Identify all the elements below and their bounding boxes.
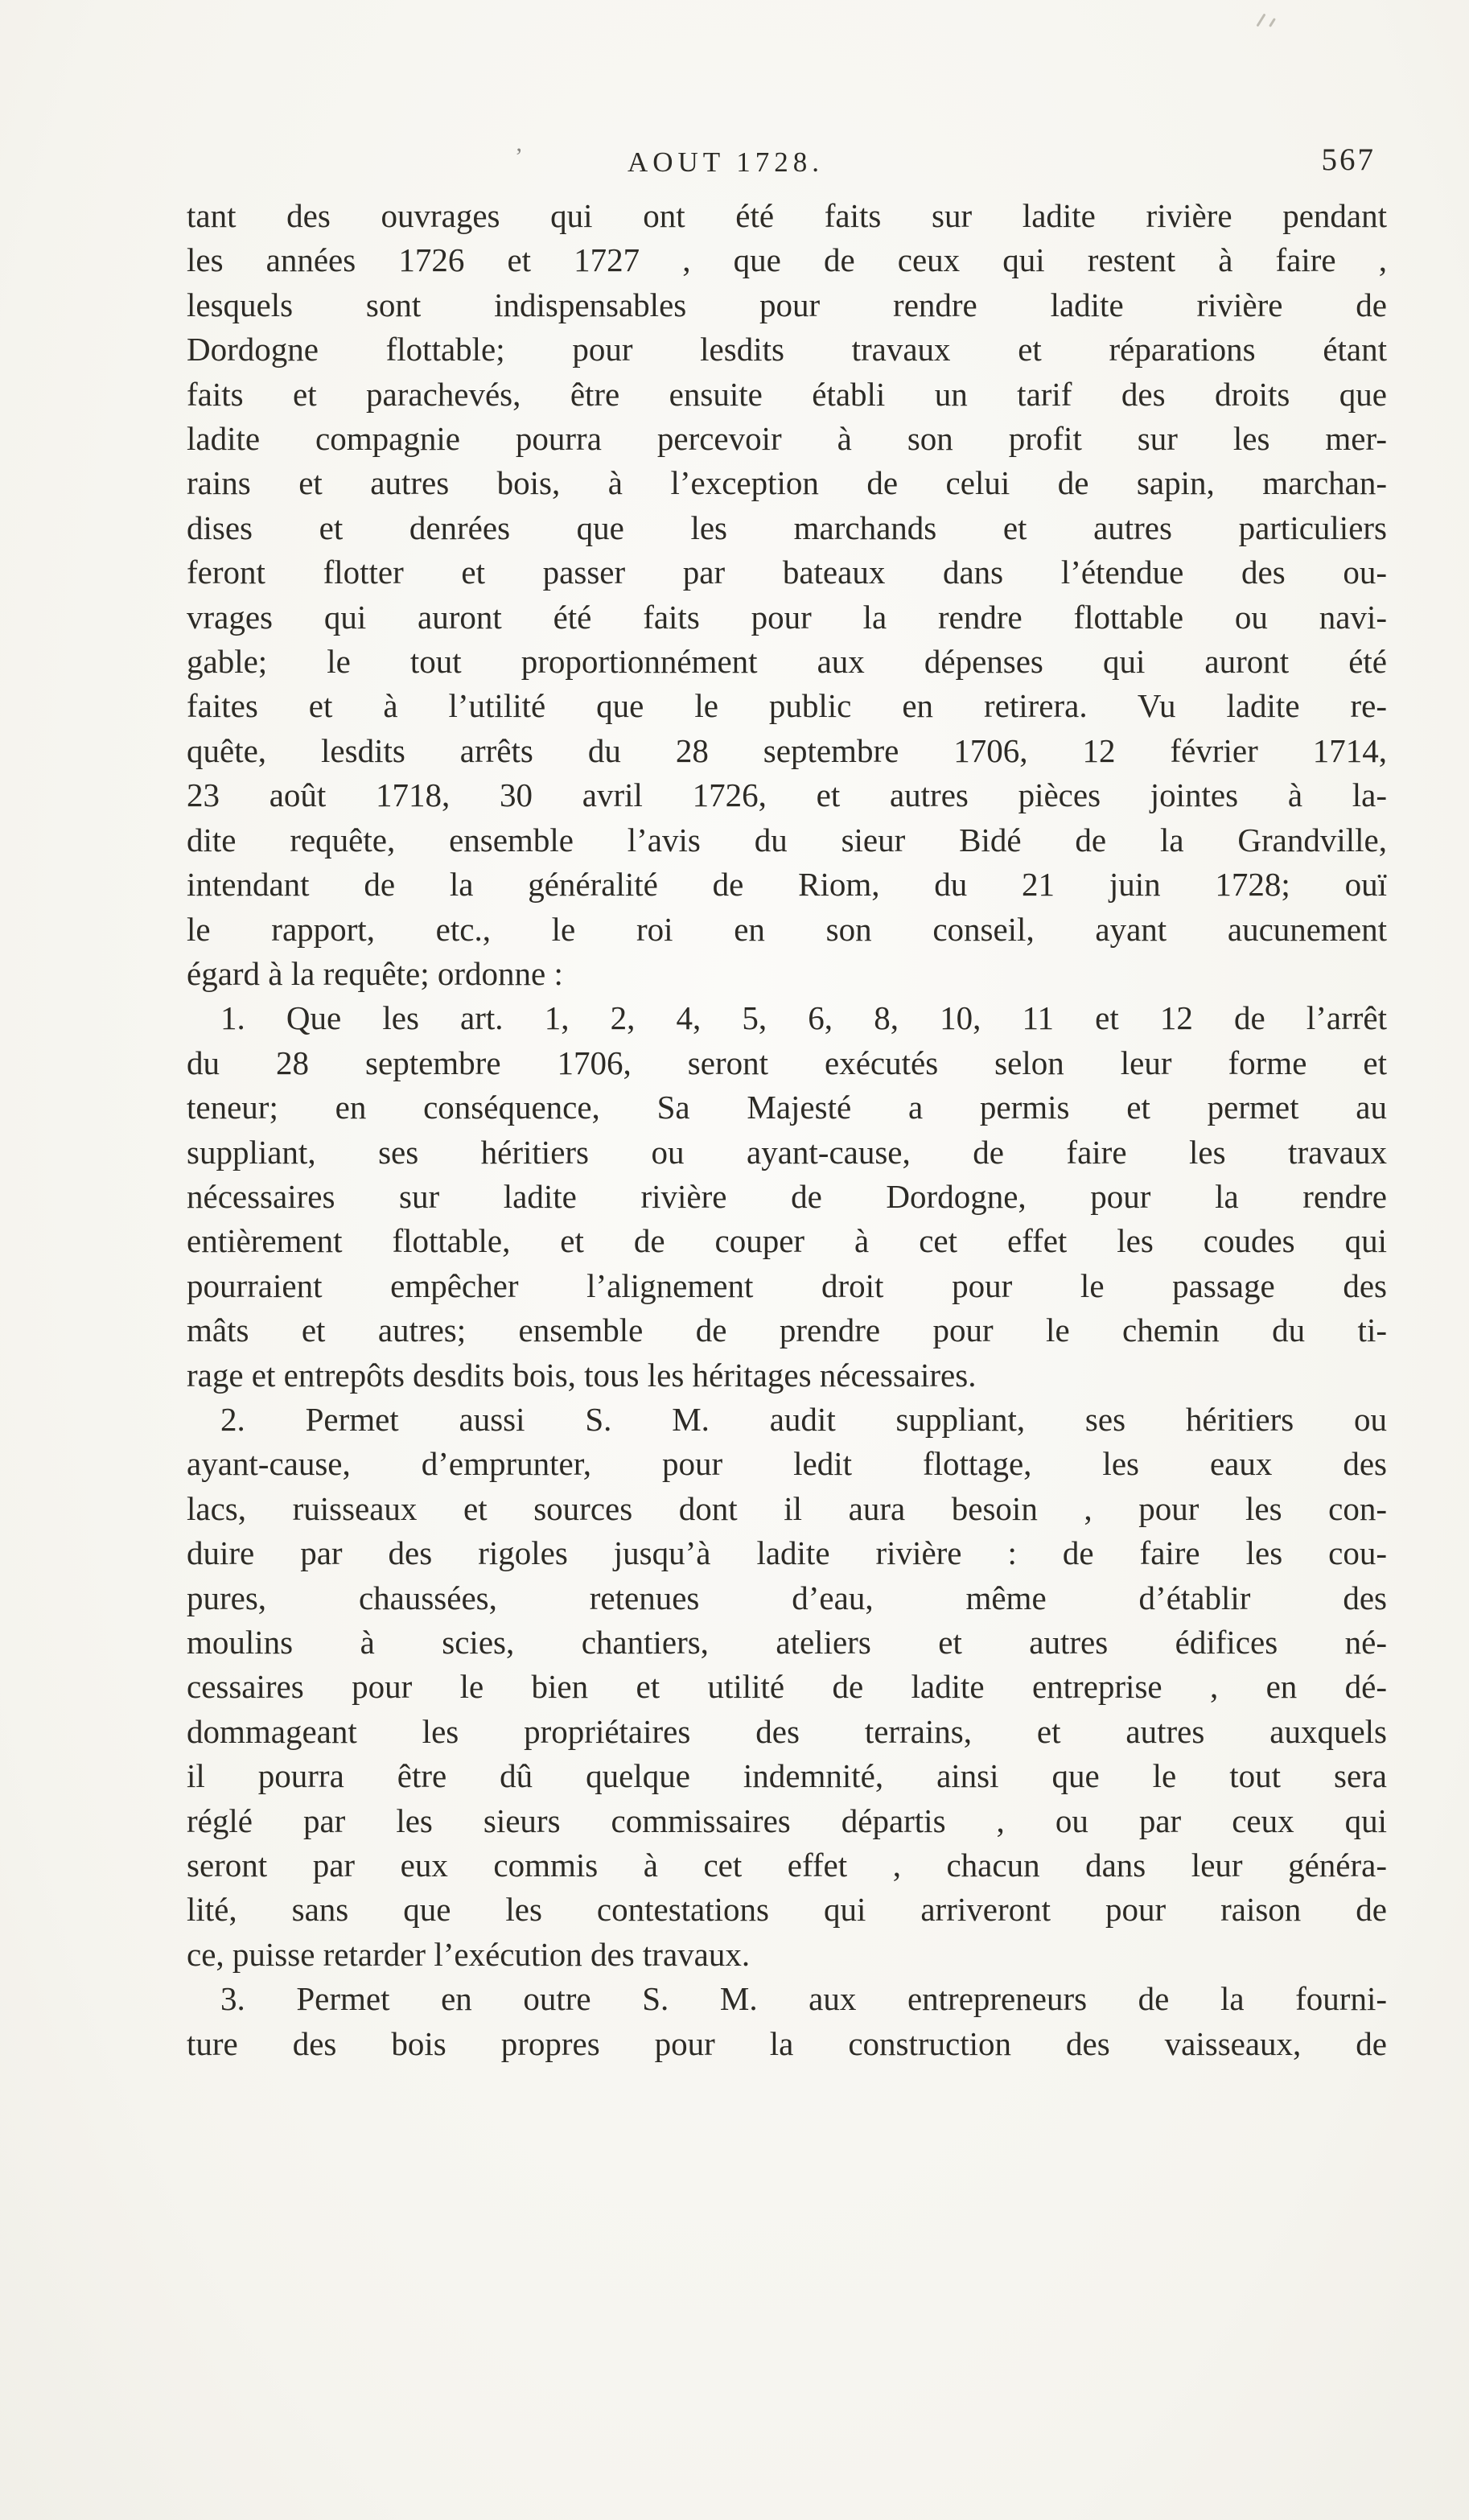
text-line: 1. Que les art. 1, 2, 4, 5, 6, 8, 10, 11 et 12 de l’arrêt (220, 999, 1387, 1037)
page-body-text (187, 194, 1387, 2066)
text-line: 3. Permet en outre S. M. aux entrepreneurs de la fourni- (220, 1980, 1387, 2018)
text-line: du 28 septembre 1706, seront exécutés selon leur forme et (187, 1044, 1387, 1081)
text-line: réglé par les sieurs commissaires départis , ou par ceux qui (187, 1801, 1387, 1839)
text-line: ayant-cause, d’emprunter, pour ledit flottage, les eaux des (187, 1445, 1387, 1483)
text-line: cessaires pour le bien et utilité de ladite entreprise , en dé- (187, 1668, 1387, 1706)
text-line: faits et parachevés, être ensuite établi un tarif des droits que (187, 375, 1387, 413)
text-line: il pourra être dû quelque indemnité, ainsi que le tout sera (187, 1757, 1387, 1795)
text-line: faites et à l’utilité que le public en retirera. Vu ladite re- (187, 687, 1387, 725)
text-line: intendant de la généralité de Riom, du 21 juin 1728; ouï (187, 866, 1387, 904)
text-line: 2. Permet aussi S. M. audit suppliant, ses héritiers ou (220, 1400, 1387, 1438)
text-line: gable; le tout proportionnément aux dépenses qui auront été (187, 643, 1387, 681)
text-line: entièrement flottable, et de couper à cet effet les coudes qui (187, 1222, 1387, 1260)
page-header (187, 142, 1387, 183)
text-line: quête, lesdits arrêts du 28 septembre 1706, 12 février 1714, (187, 731, 1387, 769)
stray-ink-mark: ’ (515, 143, 523, 170)
text-line: ladite compagnie pourra percevoir à son profit sur les mer- (187, 420, 1387, 458)
text-line: 23 août 1718, 30 avril 1726, et autres pièces jointes à la- (187, 776, 1387, 814)
text-line: suppliant, ses héritiers ou ayant-cause, de faire les travaux (187, 1133, 1387, 1171)
text-line: moulins à scies, chantiers, ateliers et autres édifices né- (187, 1624, 1387, 1661)
text-line: feront flotter et passer par bateaux dans l’étendue des ou- (187, 554, 1387, 591)
paragraph (187, 194, 1387, 996)
text-line: teneur; en conséquence, Sa Majesté a permis et permet au (187, 1089, 1387, 1126)
text-line: rains et autres bois, à l’exception de celui de sapin, marchan- (187, 464, 1387, 502)
text-line: nécessaires sur ladite rivière de Dordogne, pour la rendre (187, 1177, 1387, 1215)
text-line: dite requête, ensemble l’avis du sieur Bidé de la Grandville, (187, 821, 1387, 859)
text-line: tant des ouvrages qui ont été faits sur ladite rivière pendant (187, 197, 1387, 234)
text-line: le rapport, etc., le roi en son conseil, ayant aucunement (187, 910, 1387, 948)
scan-smudge-artifact (1249, 11, 1286, 35)
text-line: dommageant les propriétaires des terrains, et autres auxquels (187, 1712, 1387, 1750)
text-line: dises et denrées que les marchands et autres particuliers (187, 509, 1387, 546)
paragraph (187, 996, 1387, 1398)
text-line: les années 1726 et 1727 , que de ceux qui restent à faire , (187, 241, 1387, 279)
text-line: ture des bois propres pour la construction des vaisseaux, de (187, 2024, 1387, 2062)
text-line: lacs, ruisseaux et sources dont il aura besoin , pour les con- (187, 1489, 1387, 1527)
text-line: pourraient empêcher l’alignement droit pour le passage des (187, 1266, 1387, 1304)
text-line: pures, chaussées, retenues d’eau, même d’établir des (187, 1579, 1387, 1616)
paragraph (187, 1977, 1387, 2066)
text-line: seront par eux commis à cet effet , chacun dans leur généra- (187, 1847, 1387, 1884)
running-title: AOUT 1728. (627, 146, 825, 178)
text-line: ce, puisse retarder l’exécution des travaux. (187, 1935, 751, 1973)
text-line: mâts et autres; ensemble de prendre pour le chemin du ti- (187, 1311, 1387, 1349)
text-line: lité, sans que les contestations qui arriveront pour raison de (187, 1891, 1387, 1929)
page-number: 567 (1321, 142, 1376, 177)
text-line: vrages qui auront été faits pour la rendre flottable ou navi- (187, 598, 1387, 636)
text-line: lesquels sont indispensables pour rendre ladite rivière de (187, 286, 1387, 323)
text-line: duire par des rigoles jusqu’à ladite rivière : de faire les cou- (187, 1534, 1387, 1572)
text-line: Dordogne flottable; pour lesdits travaux et réparations étant (187, 331, 1387, 369)
paragraph (187, 1398, 1387, 1977)
text-line: égard à la requête; ordonne : (187, 954, 563, 992)
text-line: rage et entrepôts desdits bois, tous les héritages nécessaires. (187, 1356, 977, 1394)
